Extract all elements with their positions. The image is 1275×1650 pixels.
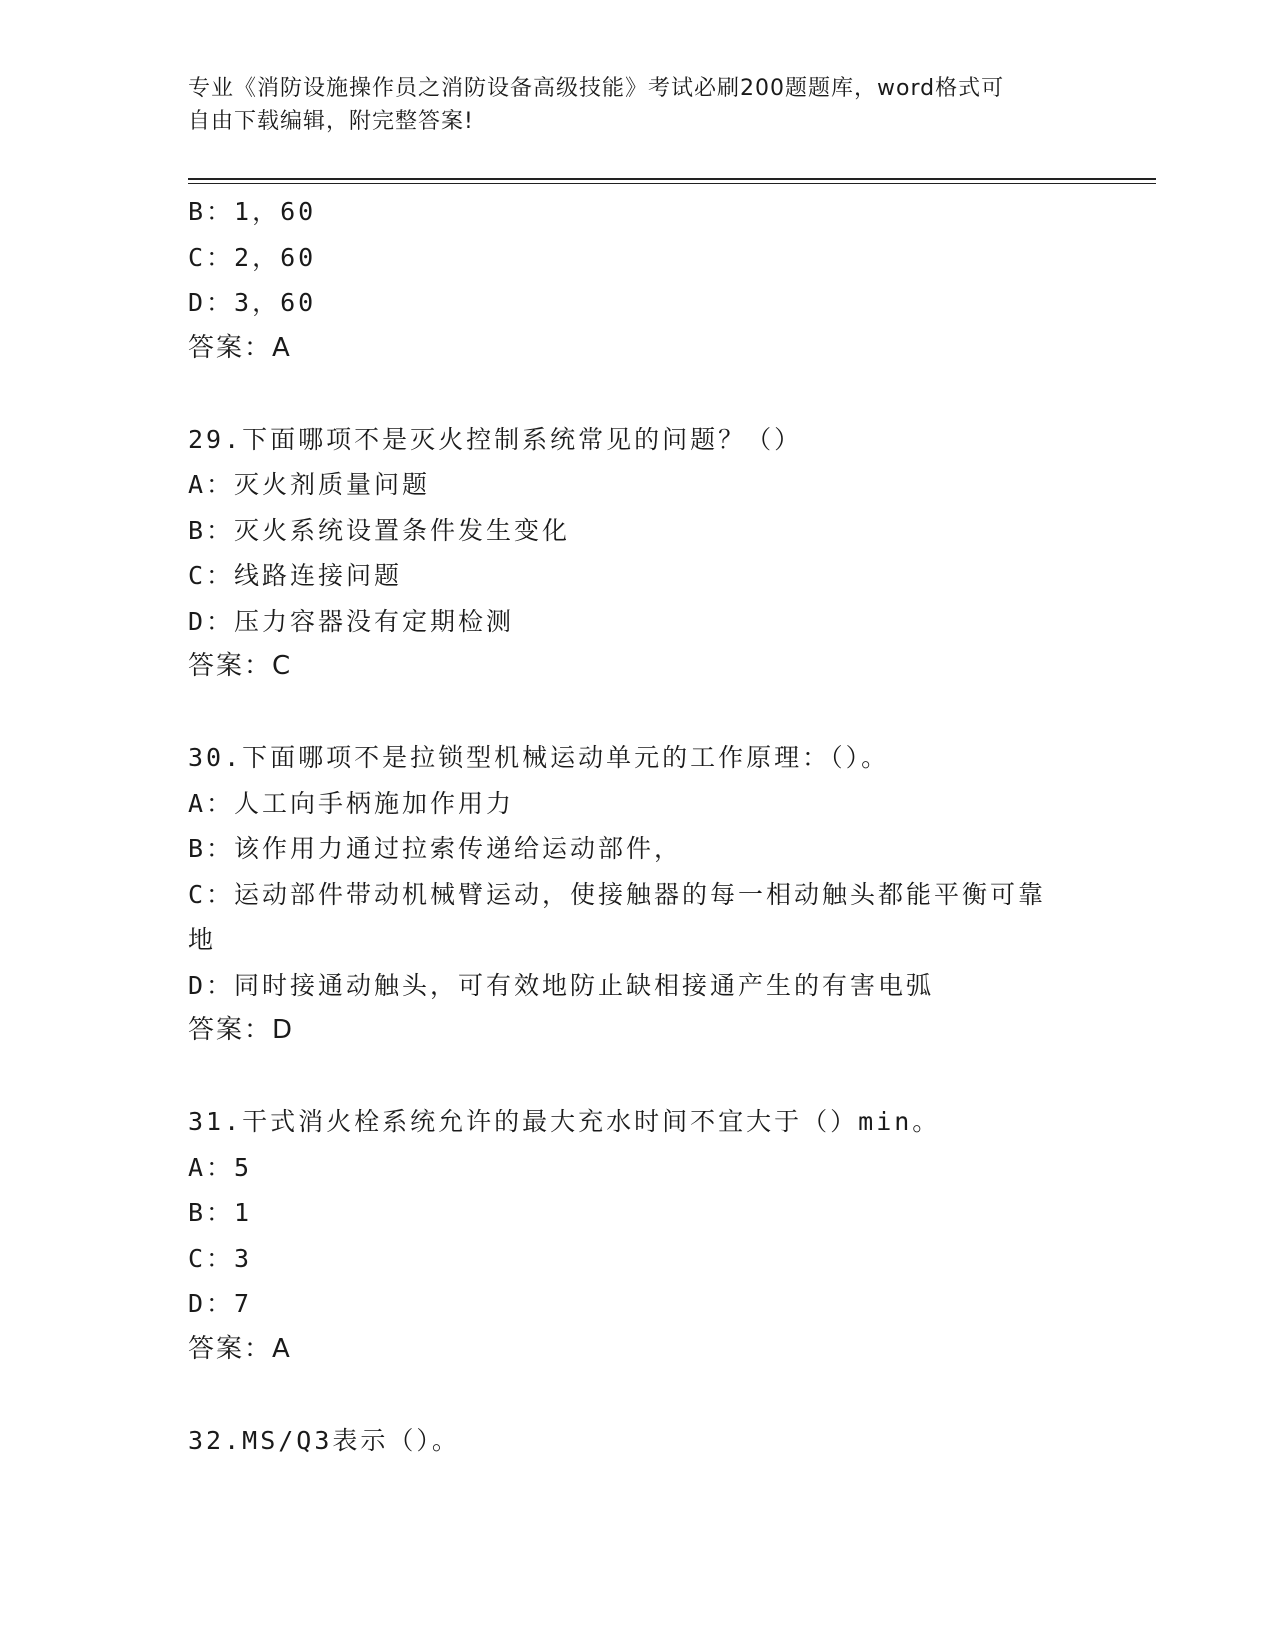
question-text: 32.MS/Q3表示（）。 bbox=[188, 1425, 460, 1455]
option-c: C：运动部件带动机械臂运动，使接触器的每一相动触头都能平衡可靠 bbox=[188, 879, 1047, 909]
option-c-continuation: 地 bbox=[188, 925, 217, 954]
option-b: B：灭火系统设置条件发生变化 bbox=[188, 515, 571, 545]
option-d: D：同时接通动触头，可有效地防止缺相接通产生的有害电弧 bbox=[188, 970, 935, 1000]
question-text: 29.下面哪项不是灭火控制系统常见的问题？（） bbox=[188, 424, 803, 454]
question-31 bbox=[188, 1099, 1088, 1372]
header-line-2: 自由下载编辑，附完整答案! bbox=[188, 109, 474, 134]
header-divider-thin bbox=[188, 183, 1156, 184]
option-c: C：线路连接问题 bbox=[188, 561, 403, 590]
question-29 bbox=[188, 417, 1088, 690]
header-divider-thick bbox=[188, 178, 1156, 180]
option-b: B：1 bbox=[188, 1198, 253, 1227]
option-a: A：灭火剂质量问题 bbox=[188, 470, 431, 499]
question-text: 30.下面哪项不是拉锁型机械运动单元的工作原理：（）。 bbox=[188, 743, 890, 772]
spacer bbox=[188, 1372, 1088, 1418]
answer-line: 答案：A bbox=[188, 332, 292, 363]
answer-line: 答案：C bbox=[188, 651, 293, 681]
option-c: C：3 bbox=[188, 1243, 253, 1273]
header-line-1: 专业《消防设施操作员之消防设备高级技能》考试必刷200题题库，word格式可 bbox=[188, 76, 1005, 101]
option-a: A：5 bbox=[188, 1152, 253, 1182]
question-28-tail bbox=[188, 189, 1088, 371]
option-a: A：人工向手柄施加作用力 bbox=[188, 788, 515, 818]
question-30 bbox=[188, 735, 1088, 1054]
answer-line: 答案：A bbox=[188, 1333, 292, 1364]
spacer bbox=[188, 690, 1088, 736]
option-d: D：7 bbox=[188, 1289, 253, 1318]
spacer bbox=[188, 1054, 1088, 1100]
question-32 bbox=[188, 1418, 1088, 1464]
option-c: C：2，60 bbox=[188, 242, 317, 272]
option-b: B：1，60 bbox=[188, 197, 317, 226]
question-text: 31.干式消火栓系统允许的最大充水时间不宜大于（）min。 bbox=[188, 1107, 941, 1136]
answer-line: 答案：D bbox=[188, 1015, 295, 1045]
option-d: D：3，60 bbox=[188, 288, 317, 317]
spacer bbox=[188, 371, 1088, 417]
option-d: D：压力容器没有定期检测 bbox=[188, 606, 515, 636]
question-list bbox=[188, 189, 1088, 1463]
option-b: B：该作用力通过拉索传递给运动部件， bbox=[188, 834, 683, 863]
document-header bbox=[188, 72, 1088, 138]
